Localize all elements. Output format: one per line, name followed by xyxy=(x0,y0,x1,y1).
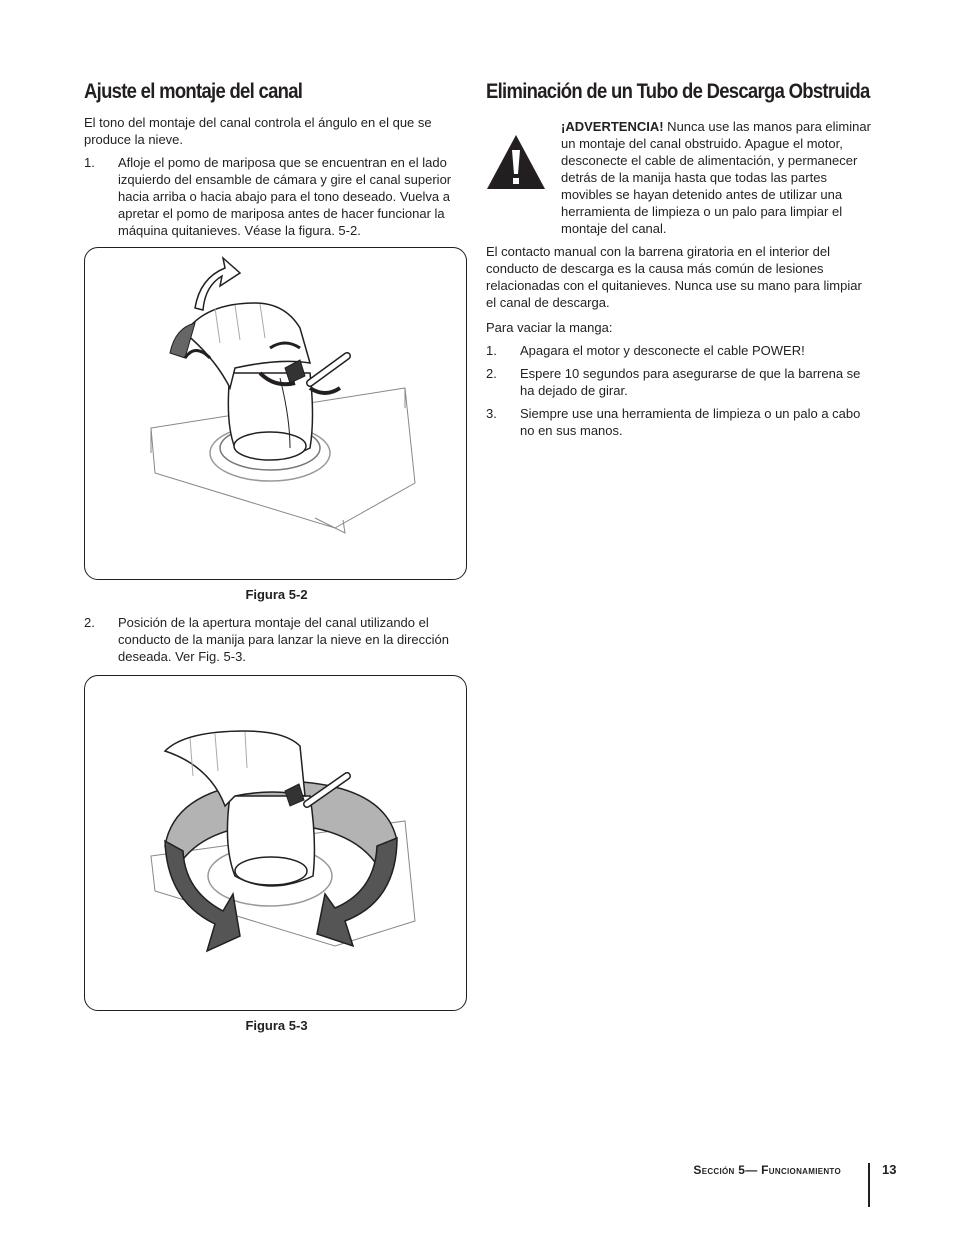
footer-section-title: Sección 5— Funcionamiento xyxy=(693,1163,841,1177)
step-text: Apagara el motor y desconecte el cable POWER! xyxy=(520,343,805,358)
page-number: 13 xyxy=(882,1162,897,1177)
step-item xyxy=(84,154,469,239)
step-number: 3. xyxy=(486,406,497,421)
footer-divider xyxy=(868,1163,870,1207)
left-column xyxy=(84,80,469,1033)
figure-5-3 xyxy=(84,675,467,1011)
warning-text xyxy=(561,118,871,237)
step-number: 1. xyxy=(84,155,95,170)
warning-body: Nunca use las manos para eliminar un montaje del canal obstruido. Apague el motor, desconecte el cable de alimentación, y permanecer detrás de la manija hasta que todas las partes movibles se hayan detenido antes de utilizar una herramienta de limpieza o un palo para limpiar el montaje del canal. xyxy=(561,119,871,236)
figure-caption: Figura 5-3 xyxy=(245,1018,308,1033)
step-number: 1. xyxy=(486,343,497,358)
figure-5-2 xyxy=(84,247,467,580)
step-text: Posición de la apertura montaje del canal utilizando el conducto de la manija para lanzar la nieve en la dirección deseada. Ver Fig. 5-3. xyxy=(118,615,449,664)
step-number: 2. xyxy=(486,366,497,381)
step-item xyxy=(486,342,871,359)
step-text: Espere 10 segundos para asegurarse de que la barrena se ha dejado de girar. xyxy=(520,366,861,398)
intro-paragraph: El tono del montaje del canal controla el ángulo en el que se produce la nieve. xyxy=(84,115,432,147)
step-number: 2. xyxy=(84,615,95,630)
warning-triangle-icon xyxy=(486,132,546,192)
procedure-intro: Para vaciar la manga: xyxy=(486,320,613,335)
right-column xyxy=(486,80,871,445)
warning-block xyxy=(486,118,871,237)
step-item xyxy=(486,405,871,439)
step-text: Afloje el pomo de mariposa que se encuentran en el lado izquierdo del ensamble de cámara y gire el canal superior hacia arriba o hacia abajo para el tono deseado. Vuelva a apretar el pomo de mariposa antes de hacer funcionar la máquina quitanieves. Véase la figura. 5-2. xyxy=(118,155,452,238)
step-item xyxy=(84,614,469,665)
step-text: Siempre use una herramienta de limpieza o un palo a cabo no en sus manos. xyxy=(520,406,861,438)
step-item xyxy=(486,365,871,399)
section-heading-clear-chute: Eliminación de un Tubo de Descarga Obstruida xyxy=(486,80,870,103)
chute-tilt-illustration xyxy=(85,248,465,578)
figure-caption: Figura 5-2 xyxy=(245,587,308,602)
warning-label: ¡ADVERTENCIA! xyxy=(561,119,664,134)
chute-rotation-illustration xyxy=(85,676,465,1009)
section-heading-chute-adjust: Ajuste el montaje del canal xyxy=(84,80,303,103)
hazard-paragraph: El contacto manual con la barrena giratoria en el interior del conducto de descarga es la causa más común de lesiones relacionadas con el quitanieves. Nunca use su mano para limpiar el canal de descarga. xyxy=(486,244,862,310)
